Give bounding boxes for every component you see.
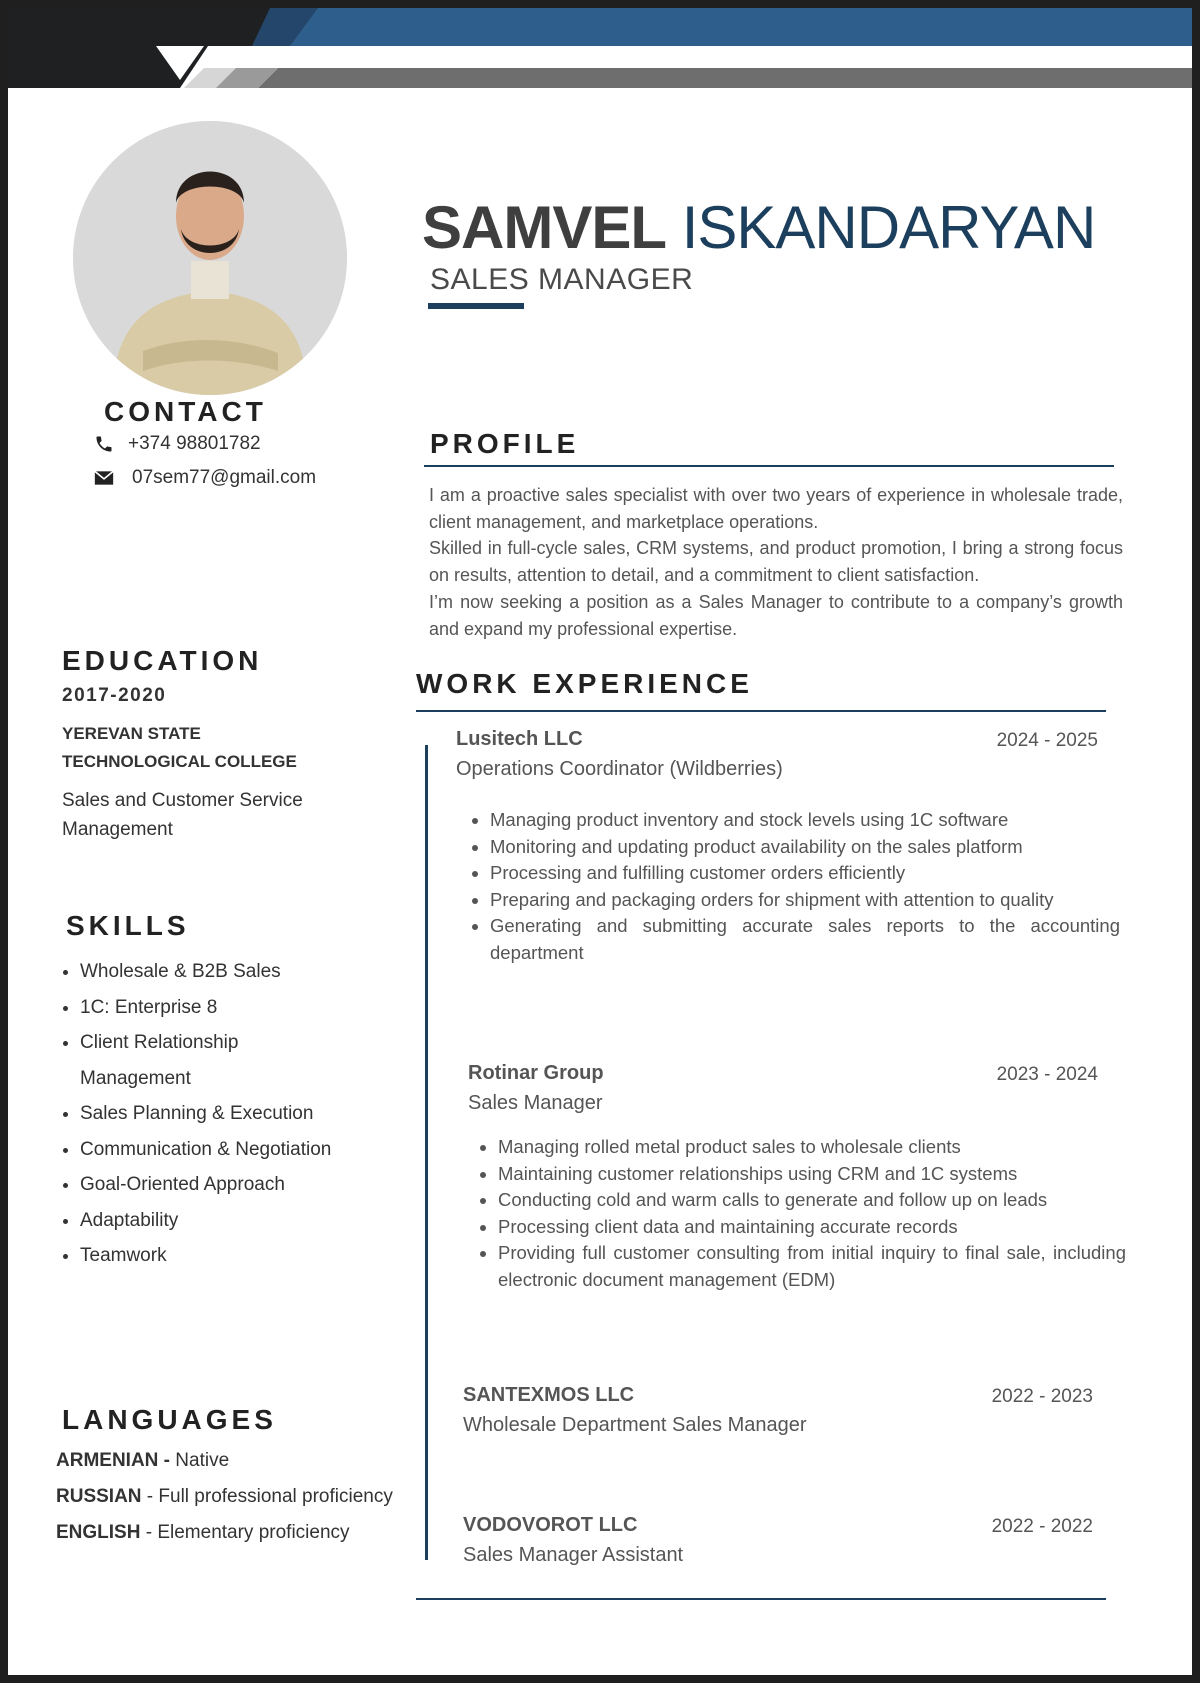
profile-text xyxy=(429,482,1123,642)
job-title: Sales Manager Assistant xyxy=(463,1544,684,1566)
header-banner xyxy=(8,8,1192,96)
person-icon xyxy=(73,121,347,395)
job-role: SALES MANAGER xyxy=(430,263,694,296)
job-years: 2022 - 2023 xyxy=(991,1386,1093,1407)
profile-paragraph: I am a proactive sales specialist with over two years of experience in wholesale trade, client management, and marketplace operations. xyxy=(429,485,1123,532)
job-bullet: • Processing and fulfilling customer orders efficiently xyxy=(490,860,1120,887)
skill-item: • Wholesale & B2B Sales xyxy=(80,954,420,990)
program-line2: Management xyxy=(62,819,173,840)
language-russian xyxy=(56,1486,393,1508)
education-years: 2017-2020 xyxy=(62,685,167,706)
email-address[interactable]: 07sem77@gmail.com xyxy=(132,467,317,488)
education-heading: EDUCATION xyxy=(62,645,263,676)
languages-heading: LANGUAGES xyxy=(62,1404,277,1435)
language-name: ENGLISH xyxy=(56,1522,141,1543)
job-bullet: • Preparing and packaging orders for shipment with attention to quality xyxy=(490,887,1120,914)
envelope-icon xyxy=(94,470,114,486)
contact-heading: CONTACT xyxy=(104,396,267,427)
contact-email xyxy=(94,467,316,489)
job-bullets xyxy=(476,1134,1126,1294)
profile-paragraph: Skilled in full-cycle sales, CRM systems, and product promotion, I bring a strong focus on results, attention to detail, and a commitment to client satisfaction. xyxy=(429,538,1123,586)
profile-rule xyxy=(424,465,1114,467)
job-title: Wholesale Department Sales Manager xyxy=(463,1414,807,1436)
resume-page xyxy=(8,8,1192,1675)
last-name: ISKANDARYAN xyxy=(681,194,1096,261)
program-line1: Sales and Customer Service xyxy=(62,790,303,811)
job-bullet: • Managing product inventory and stock levels using 1C software xyxy=(490,807,1120,834)
full-name xyxy=(422,194,1096,261)
language-armenian xyxy=(56,1450,229,1472)
language-level: Native xyxy=(170,1450,230,1471)
first-name: SAMVEL xyxy=(422,194,667,261)
job-company: VODOVOROT LLC xyxy=(463,1514,638,1536)
skills-list xyxy=(58,954,420,1274)
school-name-line2: TECHNOLOGICAL COLLEGE xyxy=(62,752,297,771)
work-experience-heading: WORK EXPERIENCE xyxy=(416,668,753,699)
job-company: Lusitech LLC xyxy=(456,728,583,750)
skill-item: • Adaptability xyxy=(80,1203,420,1239)
job-company: SANTEXMOS LLC xyxy=(463,1384,635,1406)
profile-heading: PROFILE xyxy=(430,428,580,459)
skills-heading: SKILLS xyxy=(66,910,190,941)
school-name-line1: YEREVAN STATE xyxy=(62,724,201,743)
job-years: 2023 - 2024 xyxy=(996,1064,1098,1085)
timeline-line xyxy=(425,745,428,1560)
job-bullets xyxy=(468,807,1120,967)
phone-number[interactable]: +374 98801782 xyxy=(128,433,261,454)
job-bullet: • Managing rolled metal product sales to wholesale clients xyxy=(498,1134,1126,1161)
job-title: Operations Coordinator (Wildberries) xyxy=(456,758,783,780)
skill-item: • Goal-Oriented Approach xyxy=(80,1167,420,1203)
job-company: Rotinar Group xyxy=(468,1062,604,1084)
job-title: Sales Manager xyxy=(468,1092,603,1114)
job-years: 2024 - 2025 xyxy=(996,730,1098,751)
role-underline xyxy=(428,303,524,309)
skill-item: • Communication & Negotiation xyxy=(80,1132,420,1168)
language-english xyxy=(56,1522,350,1544)
job-bullet: • Processing client data and maintaining accurate records xyxy=(498,1214,1126,1241)
phone-icon xyxy=(94,434,114,454)
skill-item: • 1C: Enterprise 8 xyxy=(80,990,420,1026)
skill-item: • Teamwork xyxy=(80,1238,420,1274)
job-years: 2022 - 2022 xyxy=(991,1516,1093,1537)
job-bullet: • Monitoring and updating product availability on the sales platform xyxy=(490,834,1120,861)
language-level: - Full professional proficiency xyxy=(141,1486,393,1507)
skill-item: • Sales Planning & Execution xyxy=(80,1096,420,1132)
job-bullet: • Generating and submitting accurate sales reports to the accounting department xyxy=(490,913,1120,966)
job-bullet: • Conducting cold and warm calls to generate and follow up on leads xyxy=(498,1187,1126,1214)
language-name: ARMENIAN - xyxy=(56,1450,170,1471)
contact-phone xyxy=(94,433,261,455)
language-level: - Elementary proficiency xyxy=(140,1522,350,1543)
job-bullet: • Maintaining customer relationships using CRM and 1C systems xyxy=(498,1161,1126,1188)
profile-paragraph: I’m now seeking a position as a Sales Manager to contribute to a company’s growth and expand my professional expertise. xyxy=(429,591,1123,639)
job-bullet: • Providing full customer consulting from initial inquiry to final sale, including electronic document management (EDM) xyxy=(498,1240,1126,1293)
portrait-photo xyxy=(73,121,347,395)
work-rule-bottom xyxy=(416,1598,1106,1600)
work-rule-top xyxy=(416,710,1106,712)
skill-item: • Client Relationship Management xyxy=(80,1025,250,1096)
language-name: RUSSIAN xyxy=(56,1486,142,1507)
